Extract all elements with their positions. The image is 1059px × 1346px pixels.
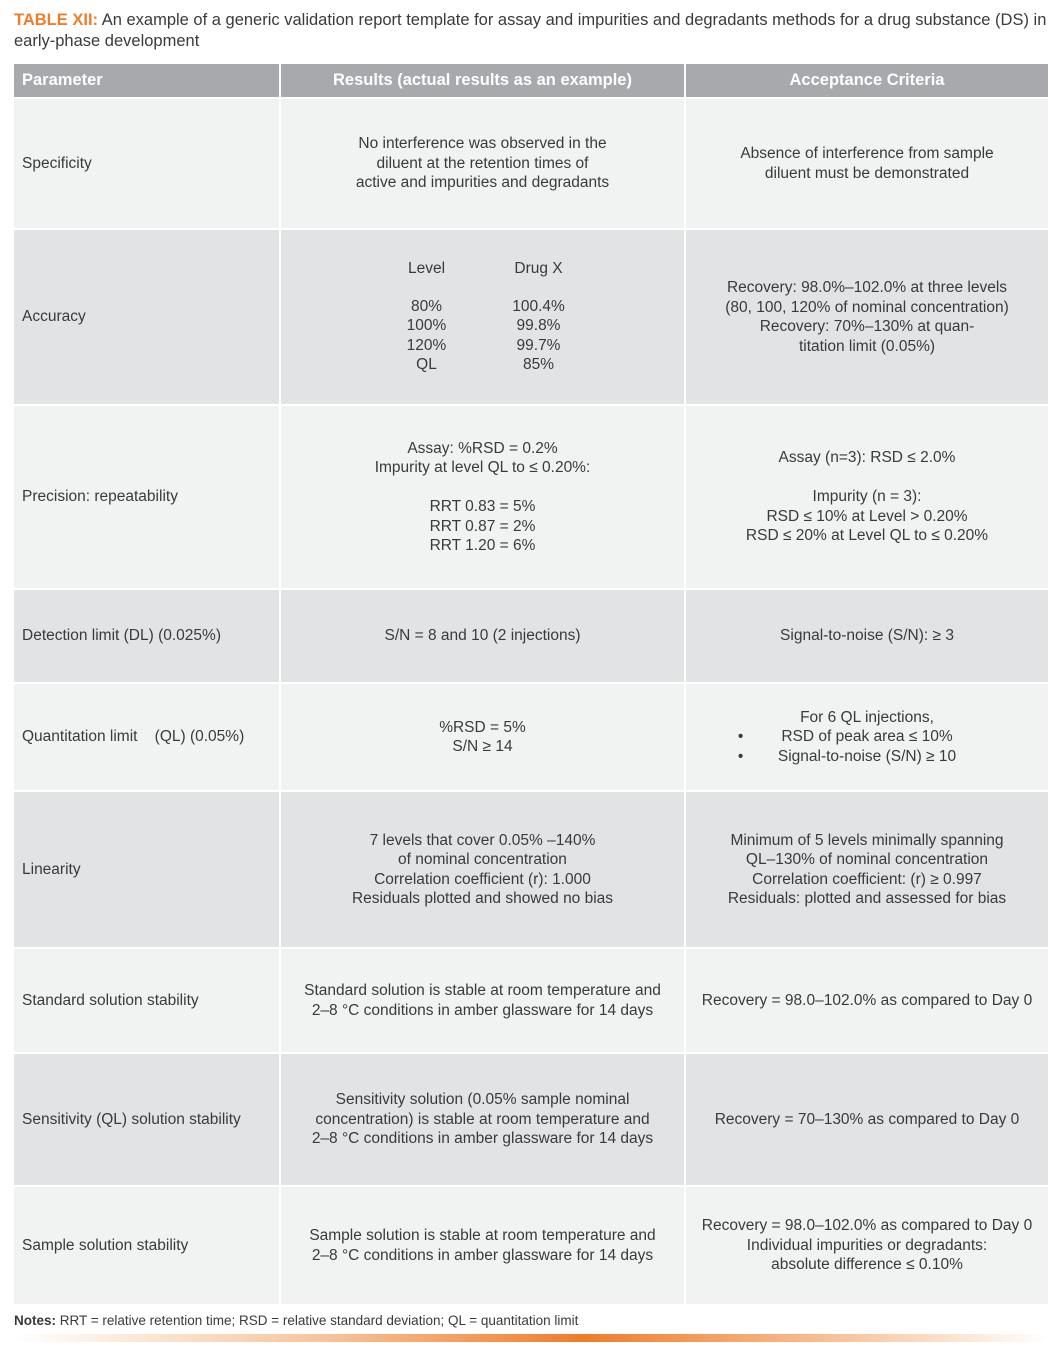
- criteria-detection-limit: Signal-to-noise (S/N): ≥ 3: [685, 589, 1048, 683]
- bullet-list: [778, 727, 956, 766]
- table-row-sensitivity-stability: [14, 1053, 1048, 1186]
- validation-table: [14, 64, 1048, 1306]
- param-sensitivity-stability: Sensitivity (QL) solution stability: [14, 1053, 280, 1186]
- results-accuracy: [280, 229, 685, 405]
- caption-text: An example of a generic validation report template for assay and impurities and degradants methods for a drug substance (DS) in early-phase development: [14, 11, 1047, 50]
- bullet-item: • RSD of peak area ≤ 10%: [778, 727, 956, 747]
- param-accuracy: Accuracy: [14, 229, 280, 405]
- criteria-precision: Assay (n=3): RSD ≤ 2.0% Impurity (n = 3): RSD ≤ 10% at Level > 0.20% RSD ≤ 20% at Level QL to ≤ 0.20%: [685, 405, 1048, 589]
- param-detection-limit: Detection limit (DL) (0.025%): [14, 589, 280, 683]
- table-caption: [14, 10, 1050, 52]
- criteria-linearity: Minimum of 5 levels minimally spanning QL–130% of nominal concentration Correlation coefficient: (r) ≥ 0.997 Residuals: plotted and assessed for bias: [685, 791, 1048, 948]
- param-sample-stability: Sample solution stability: [14, 1186, 280, 1305]
- results-sample-stability: Sample solution is stable at room temperature and 2–8 °C conditions in amber glassware for 14 days: [280, 1186, 685, 1305]
- accuracy-value: 85%: [522, 356, 555, 374]
- table-notes: [14, 1313, 578, 1328]
- param-standard-stability: Standard solution stability: [14, 948, 280, 1053]
- accuracy-level: 120%: [406, 336, 447, 354]
- results-precision: Assay: %RSD = 0.2% Impurity at level QL to ≤ 0.20%: RRT 0.83 = 5% RRT 0.87 = 2% RRT 1.20 = 6%: [280, 405, 685, 589]
- caption-label: TABLE XII:: [14, 11, 99, 29]
- accuracy-value: 100.4%: [512, 297, 565, 315]
- table-row-detection-limit: [14, 589, 1048, 683]
- header-results: Results (actual results as an example): [280, 64, 685, 98]
- table-header-row: [14, 64, 1048, 98]
- accuracy-drug-header: Drug X: [514, 260, 563, 278]
- accuracy-level: QL: [416, 356, 437, 374]
- table-row-standard-stability: [14, 948, 1048, 1053]
- accuracy-level-header: Level: [407, 260, 446, 278]
- accuracy-value: 99.7%: [516, 336, 561, 354]
- decorative-gradient-bar: [14, 1334, 1048, 1342]
- table-row-precision: [14, 405, 1048, 589]
- notes-text: RRT = relative retention time; RSD = relative standard deviation; QL = quantitation limit: [56, 1313, 579, 1328]
- criteria-quantitation-limit: For 6 QL injections, • RSD of peak area ≤ 10% • Signal-to-noise (S/N) ≥ 10: [685, 683, 1048, 791]
- param-linearity: Linearity: [14, 791, 280, 948]
- table-row-accuracy: [14, 229, 1048, 405]
- criteria-specificity: Absence of interference from sample diluent must be demonstrated: [685, 98, 1048, 229]
- param-precision: Precision: repeatability: [14, 405, 280, 589]
- table-row-sample-stability: [14, 1186, 1048, 1305]
- results-sensitivity-stability: Sensitivity solution (0.05% sample nominal concentration) is stable at room temperature and 2–8 °C conditions in amber glassware for 14 days: [280, 1053, 685, 1186]
- accuracy-grid: [371, 259, 595, 375]
- table-row-linearity: [14, 791, 1048, 948]
- accuracy-level: 100%: [406, 317, 447, 335]
- results-detection-limit: S/N = 8 and 10 (2 injections): [280, 589, 685, 683]
- results-quantitation-limit: %RSD = 5% S/N ≥ 14: [280, 683, 685, 791]
- header-criteria: Acceptance Criteria: [685, 64, 1048, 98]
- table-row-quantitation-limit: [14, 683, 1048, 791]
- results-specificity: No interference was observed in the diluent at the retention times of active and impurities and degradants: [280, 98, 685, 229]
- notes-label: Notes:: [14, 1313, 57, 1328]
- accuracy-level: 80%: [410, 297, 443, 315]
- accuracy-value: 99.8%: [516, 317, 561, 335]
- criteria-sample-stability: Recovery = 98.0–102.0% as compared to Day 0 Individual impurities or degradants: absolute difference ≤ 0.10%: [685, 1186, 1048, 1305]
- criteria-accuracy: Recovery: 98.0%–102.0% at three levels (80, 100, 120% of nominal concentration) Recovery: 70%–130% at quan- titation limit (0.05%): [685, 229, 1048, 405]
- criteria-sensitivity-stability: Recovery = 70–130% as compared to Day 0: [685, 1053, 1048, 1186]
- criteria-standard-stability: Recovery = 98.0–102.0% as compared to Day 0: [685, 948, 1048, 1053]
- results-standard-stability: Standard solution is stable at room temperature and 2–8 °C conditions in amber glassware for 14 days: [280, 948, 685, 1053]
- results-linearity: 7 levels that cover 0.05% –140% of nominal concentration Correlation coefficient (r): 1.000 Residuals plotted and showed no bias: [280, 791, 685, 948]
- header-parameter: Parameter: [14, 64, 280, 98]
- table-row-specificity: [14, 98, 1048, 229]
- param-specificity: Specificity: [14, 98, 280, 229]
- bullet-item: • Signal-to-noise (S/N) ≥ 10: [778, 747, 956, 767]
- param-quantitation-limit: Quantitation limit (QL) (0.05%): [14, 683, 280, 791]
